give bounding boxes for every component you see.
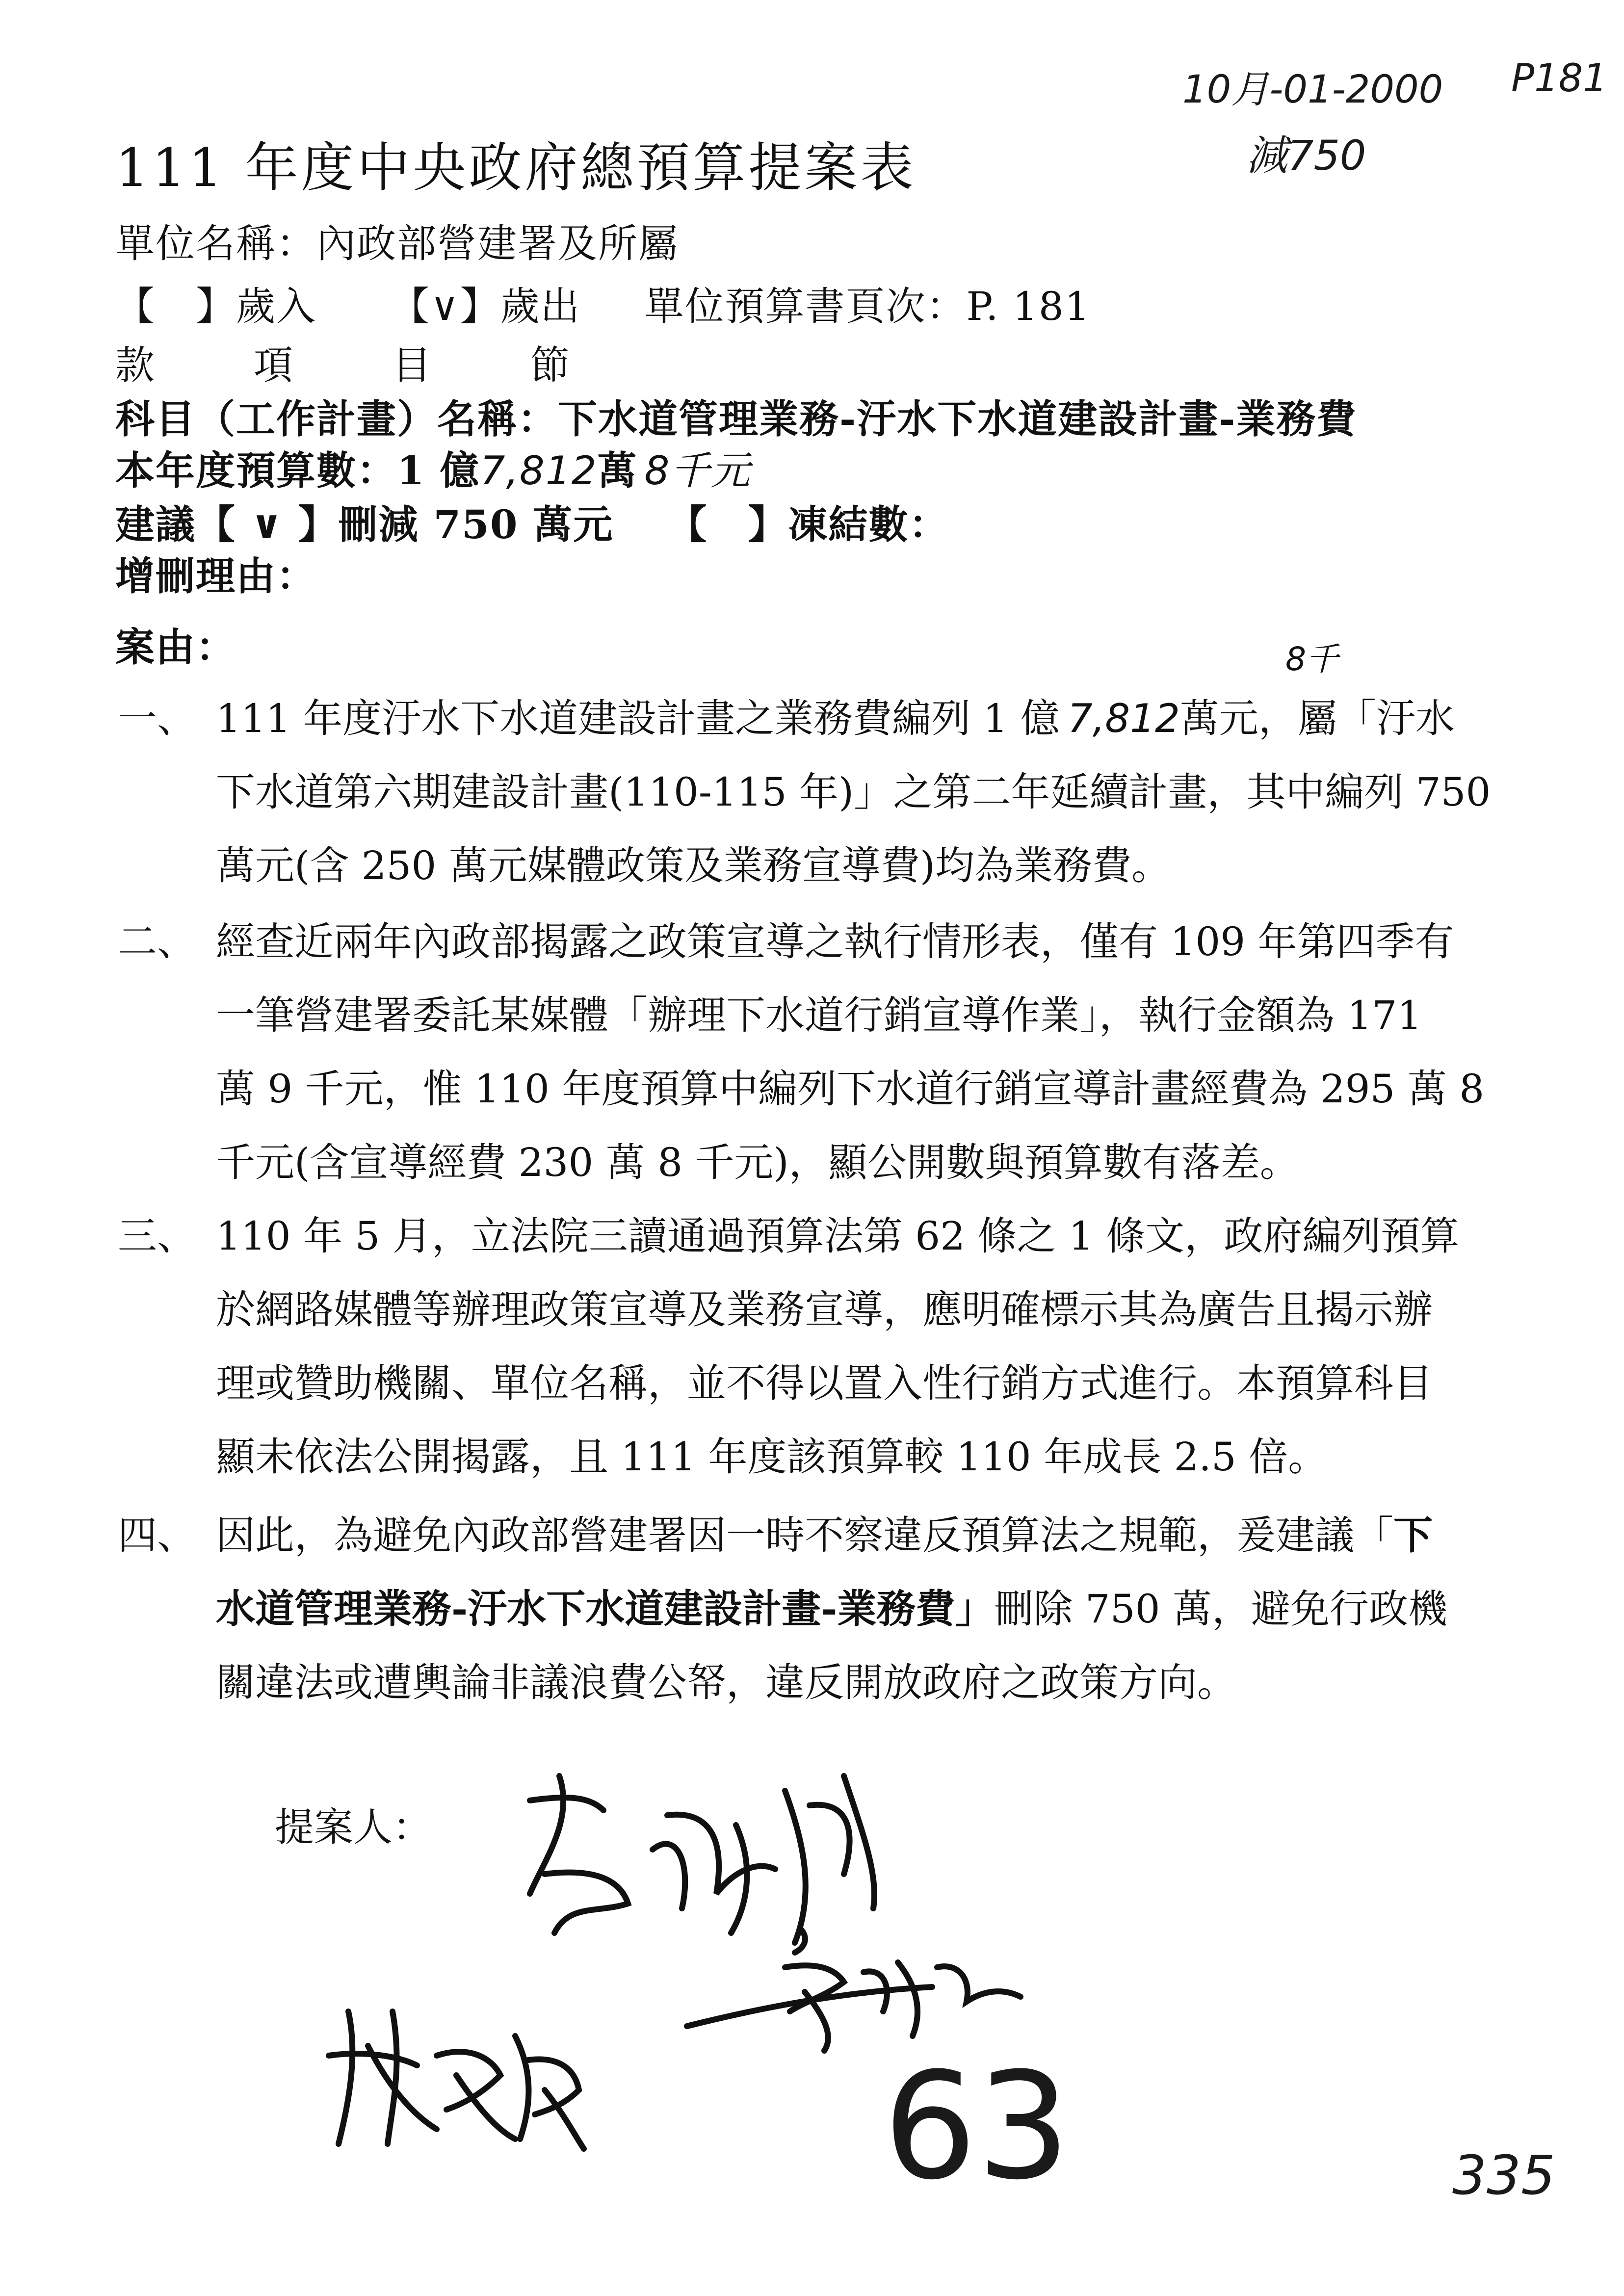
paragraph-line: 因此，為避免內政部營建署因一時不察違反預算法之規範，爰建議「下 <box>216 1512 1433 1558</box>
paragraph-number: 二、 <box>118 919 196 965</box>
signature-2 <box>319 1982 594 2168</box>
reason-label: 增刪理由： <box>115 553 316 599</box>
subject-name: 科目（工作計畫）名稱：下水道管理業務-汙水下水道建設計畫-業務費 <box>115 396 1357 442</box>
kuan-label: 款 <box>115 342 156 388</box>
handwritten-page-ref: P181 <box>1511 56 1607 101</box>
xiang-label: 項 <box>254 342 294 388</box>
handwritten-amount: 7,812 <box>1067 696 1180 741</box>
budget-prefix: 本年度預算數：1 億 <box>115 447 480 494</box>
paragraph-line: 經查近兩年內政部揭露之政策宣導之執行情形表，僅有 109 年第四季有 <box>216 919 1454 965</box>
budget-handwritten-amount: 7,812 <box>480 448 598 494</box>
mu-label: 目 <box>392 342 432 388</box>
paragraph-line: 下水道第六期建設計畫(110-115 年)」之第二年延續計畫，其中編列 750 <box>216 769 1491 815</box>
paragraph-line: 關違法或遭輿論非議浪費公帑，違反開放政府之政策方向。 <box>216 1660 1236 1705</box>
paragraph-number: 四、 <box>118 1513 196 1558</box>
suggestion-freeze: 【 】凍結數： <box>667 501 949 548</box>
paragraph-line: 理或贊助機關、單位名稱，並不得以置入性行銷方式進行。本預算科目 <box>216 1360 1433 1406</box>
paragraph-line: 水道管理業務-汙水下水道建設計畫-業務費」刪除 750 萬，避免行政機 <box>216 1586 1447 1632</box>
budget-handwritten-thousand: 8千元 <box>644 448 751 494</box>
budget-type-row <box>115 275 1091 331</box>
paragraph-number: 一、 <box>118 696 196 741</box>
paragraph-line: 萬 9 千元，惟 110 年度預算中編列下水道行銷宣導計畫經費為 295 萬 8 <box>216 1066 1485 1112</box>
paragraph-line: 110 年 5 月，立法院三讀通過預算法第 62 條之 1 條文，政府編列預算 <box>216 1213 1460 1259</box>
handwritten-insert-note: 8千 <box>1285 640 1338 678</box>
jie-label: 節 <box>530 342 571 388</box>
handwritten-corner-number: 335 <box>1452 2144 1555 2207</box>
budget-amount-row <box>115 439 751 496</box>
case-label: 案由： <box>115 624 236 670</box>
handwritten-page-number: 63 <box>883 2041 1071 2212</box>
expense-mark: 【∨】歲出 <box>390 284 581 329</box>
paragraph-line: 於網路媒體等辦理政策宣導及業務宣導，應明確標示其為廣告且揭示辦 <box>216 1287 1433 1332</box>
suggestion-row <box>115 493 949 549</box>
budget-unit: 萬 <box>597 447 638 494</box>
suggestion-cut: 建議【 ∨ 】刪減 750 萬元 <box>115 501 614 548</box>
unit-name: 單位名稱：內政部營建署及所屬 <box>115 221 679 266</box>
paragraph-line: 111 年度汙水下水道建設計畫之業務費編列 1 億 7,812萬元，屬「汙水 <box>216 696 1455 741</box>
paragraph-number: 三、 <box>118 1213 196 1259</box>
budget-page-label: 單位預算書頁次：P. 181 <box>644 284 1091 329</box>
paragraph-line: 一筆營建署委託某媒體「辦理下水道行銷宣導作業」，執行金額為 171 <box>216 992 1422 1038</box>
handwritten-ref-code: 10月-01-2000 <box>1182 68 1443 112</box>
paragraph-line: 千元(含宣導經費 230 萬 8 千元)，顯公開數與預算數有落差。 <box>216 1140 1299 1185</box>
revenue-mark: 【 】歲入 <box>115 284 316 329</box>
paragraph-line: 顯未依法公開揭露，且 111 年度該預算較 110 年成長 2.5 倍。 <box>216 1434 1328 1480</box>
kuan-xiang-mu-jie-row <box>115 334 571 390</box>
paragraph-line: 萬元(含 250 萬元媒體政策及業務宣導費)均為業務費。 <box>216 843 1171 888</box>
proposer-label: 提案人： <box>275 1804 432 1850</box>
handwritten-cut-note: 減750 <box>1246 131 1366 180</box>
signature-3 <box>677 1913 1050 2061</box>
page-title: 111 年度中央政府總預算提案表 <box>115 137 917 199</box>
